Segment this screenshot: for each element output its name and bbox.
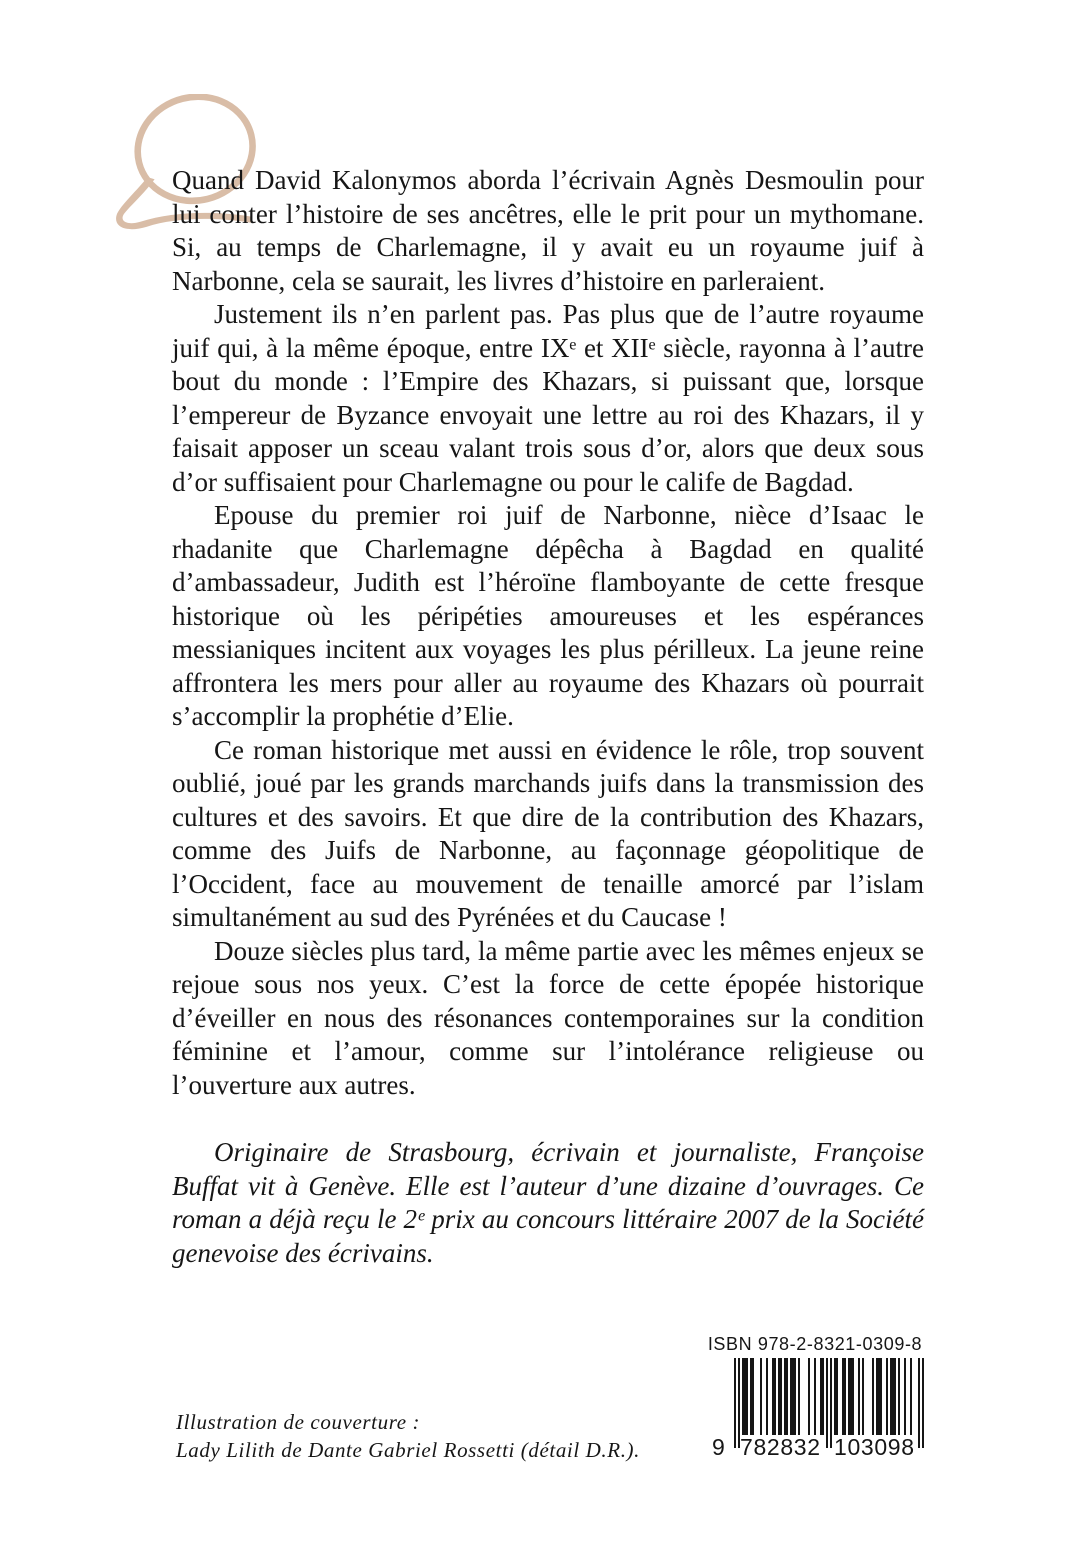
- barcode-digit-first: 9: [712, 1434, 725, 1458]
- ean13-barcode: [704, 1358, 926, 1458]
- author-note: Originaire de Strasbourg, écrivain et journaliste, Françoise Buffat vit à Genève. Elle est l’auteur d’une dizaine d’ouvrages. Ce roman a déjà reçu le 2ᵉ prix au concours littéraire 2007 de la Société genevoise des écrivains.: [172, 1137, 924, 1268]
- isbn-label: ISBN 978-2-8321-0309-8: [707, 1334, 923, 1354]
- isbn-barcode-block: [699, 1334, 931, 1458]
- cover-illustration-credit: [176, 1408, 640, 1464]
- credit-line-2: Lady Lilith de Dante Gabriel Rossetti (détail D.R.).: [176, 1438, 640, 1462]
- back-cover-text: [172, 164, 924, 1270]
- paragraph-4: Ce roman historique met aussi en évidence le rôle, trop souvent oublié, joué par les grands marchands juifs dans la transmission des cultures et des savoirs. Et que dire de la contribution des Khazars, comme des Juifs de Narbonne, au façonnage géopolitique de l’Occident, face au mouvement de tenaille amorcé par l’islam simultanément au sud des Pyrénées et du Caucase !: [172, 734, 924, 932]
- paragraph-5: Douze siècles plus tard, la même partie avec les mêmes enjeux se rejoue sous nos yeux. C’est la force de cette épopée historique d’éveiller en nous des résonances contemporaines sur la condition féminine et l’amour, comme sur l’intolérance religieuse ou l’ouverture aux autres.: [172, 935, 924, 1100]
- barcode-digits-left: 782832: [740, 1434, 820, 1458]
- barcode-digits-right: 103098: [834, 1434, 914, 1458]
- paragraph-1: Quand David Kalonymos aborda l’écrivain Agnès Desmoulin pour lui conter l’histoire de ses ancêtres, elle le prit pour un mythomane. Si, au temps de Charlemagne, il y avait eu un royaume juif à Narbonne, cela se saurait, les livres d’histoire en parleraient.: [172, 165, 924, 296]
- paragraph-3: Epouse du premier roi juif de Narbonne, nièce d’Isaac le rhadanite que Charlemagne dépêcha à Bagdad en qualité d’ambassadeur, Judith est l’héroïne flamboyante de cette fresque historique où les péripéties amoureuses et les espérances messianiques incitent aux voyages les plus périlleux. La jeune reine affrontera les mers pour aller au royaume des Khazars où pourrait s’accomplir la prophétie d’Elie.: [172, 500, 924, 731]
- paragraph-2: Justement ils n’en parlent pas. Pas plus que de l’autre royaume juif qui, à la même époque, entre IXᵉ et XIIᵉ siècle, rayonna à l’autre bout du monde : l’Empire des Khazars, si puissant que, lorsque l’empereur de Byzance envoyait une lettre au roi des Khazars, il y faisait apposer un sceau valant trois sous d’or, alors que deux sous d’or suffisaient pour Charlemagne ou pour le calife de Bagdad.: [172, 299, 924, 497]
- credit-line-1: Illustration de couverture :: [176, 1410, 421, 1434]
